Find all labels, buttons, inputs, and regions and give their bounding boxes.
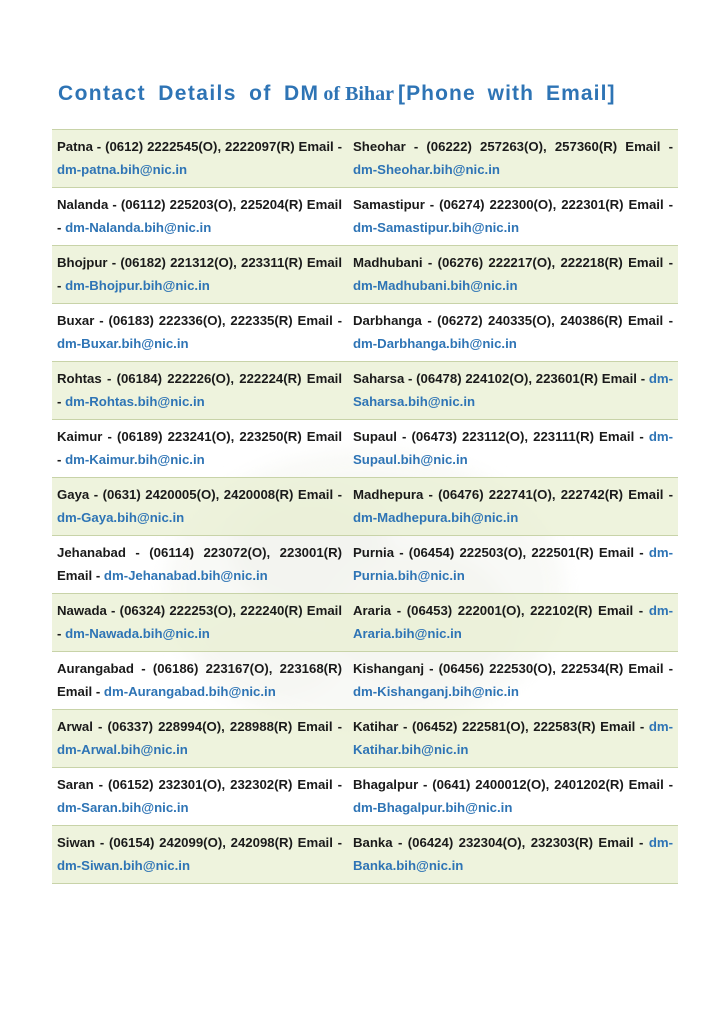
district-phone-text: Aurangabad - (06186) 223167(O), 223168(R) Email - [57, 661, 342, 699]
table-row [52, 768, 678, 826]
contact-table [52, 129, 678, 884]
email-link[interactable]: dm-Madhepura.bih@nic.in [353, 510, 519, 525]
district-phone-text: Banka - (06424) 232304(O), 232303(R) Email - [353, 835, 649, 850]
district-phone-text: Siwan - (06154) 242099(O), 242098(R) Email - [57, 835, 342, 850]
email-link[interactable]: dm-Sheohar.bih@nic.in [353, 162, 500, 177]
contact-cell [52, 710, 347, 767]
email-link[interactable]: dm-Nalanda.bih@nic.in [65, 220, 212, 235]
email-link[interactable]: dm-Darbhanga.bih@nic.in [353, 336, 517, 351]
email-link[interactable]: dm-Banka.bih@nic.in [353, 835, 673, 873]
table-row [52, 420, 678, 478]
contact-cell [347, 246, 678, 303]
contact-cell [52, 304, 347, 361]
email-link[interactable]: dm-Samastipur.bih@nic.in [353, 220, 520, 235]
email-link[interactable]: dm-Aurangabad.bih@nic.in [103, 684, 276, 699]
table-row [52, 594, 678, 652]
district-phone-text: Arwal - (06337) 228994(O), 228988(R) Email - [57, 719, 342, 734]
contact-cell [347, 594, 678, 651]
district-phone-text: Sheohar - (06222) 257263(O), 257360(R) Email - [353, 139, 673, 154]
district-phone-text: Madhubani - (06276) 222217(O), 222218(R) Email - [353, 255, 673, 270]
table-row [52, 536, 678, 594]
email-link[interactable]: dm-Rohtas.bih@nic.in [65, 394, 205, 409]
district-phone-text: Araria - (06453) 222001(O), 222102(R) Email - [353, 603, 649, 618]
email-link[interactable]: dm-Madhubani.bih@nic.in [353, 278, 518, 293]
district-phone-text: Saran - (06152) 232301(O), 232302(R) Email - [57, 777, 342, 792]
district-phone-text: Samastipur - (06274) 222300(O), 222301(R) Email - [353, 197, 673, 212]
title-part-3: [Phone with Email] [397, 82, 616, 105]
contact-cell [347, 188, 678, 245]
contact-cell [347, 826, 678, 883]
table-row [52, 304, 678, 362]
contact-cell [347, 362, 678, 419]
contact-cell [52, 130, 347, 187]
contact-cell [52, 536, 347, 593]
contact-cell [52, 478, 347, 535]
contact-cell [52, 594, 347, 651]
contact-cell [52, 768, 347, 825]
district-phone-text: Bhagalpur - (0641) 2400012(O), 2401202(R) Email - [353, 777, 673, 792]
email-link[interactable]: dm-patna.bih@nic.in [57, 162, 188, 177]
title-part-2: of Bihar [323, 83, 394, 105]
email-link[interactable]: dm-Gaya.bih@nic.in [57, 510, 185, 525]
email-link[interactable]: dm-Arwal.bih@nic.in [57, 742, 188, 757]
table-row [52, 826, 678, 884]
table-row [52, 246, 678, 304]
contact-cell [347, 478, 678, 535]
district-phone-text: Kishanganj - (06456) 222530(O), 222534(R) Email - [353, 661, 673, 676]
page-title [58, 82, 678, 106]
table-row [52, 478, 678, 536]
district-phone-text: Purnia - (06454) 222503(O), 222501(R) Email - [353, 545, 649, 560]
email-link[interactable]: dm-Jehanabad.bih@nic.in [103, 568, 268, 583]
contact-cell [347, 420, 678, 477]
contact-cell [347, 652, 678, 709]
district-phone-text: Jehanabad - (06114) 223072(O), 223001(R) Email - [57, 545, 342, 583]
table-row [52, 130, 678, 188]
email-link[interactable]: dm-Siwan.bih@nic.in [57, 858, 191, 873]
district-phone-text: Buxar - (06183) 222336(O), 222335(R) Email - [57, 313, 342, 328]
email-link[interactable]: dm-Araria.bih@nic.in [353, 603, 673, 641]
district-phone-text: Rohtas - (06184) 222226(O), 222224(R) Email - [57, 371, 342, 409]
district-phone-text: Supaul - (06473) 223112(O), 223111(R) Email - [353, 429, 649, 444]
contact-cell [52, 652, 347, 709]
title-part-1: Contact Details of DM [58, 82, 320, 105]
contact-cell [347, 768, 678, 825]
email-link[interactable]: dm-Supaul.bih@nic.in [353, 429, 673, 467]
email-link[interactable]: dm-Kaimur.bih@nic.in [65, 452, 205, 467]
email-link[interactable]: dm-Bhagalpur.bih@nic.in [353, 800, 513, 815]
email-link[interactable]: dm-Kishanganj.bih@nic.in [353, 684, 519, 699]
contact-cell [52, 420, 347, 477]
email-link[interactable]: dm-Buxar.bih@nic.in [57, 336, 189, 351]
email-link[interactable]: dm-Bhojpur.bih@nic.in [65, 278, 210, 293]
contact-cell [347, 710, 678, 767]
email-link[interactable]: dm-Saran.bih@nic.in [57, 800, 189, 815]
email-link[interactable]: dm-Saharsa.bih@nic.in [353, 371, 673, 409]
district-phone-text: Kaimur - (06189) 223241(O), 223250(R) Email - [57, 429, 342, 467]
contact-cell [52, 826, 347, 883]
contact-cell [347, 130, 678, 187]
contact-cell [52, 362, 347, 419]
contact-cell [52, 188, 347, 245]
contact-cell [347, 304, 678, 361]
district-phone-text: Nawada - (06324) 222253(O), 222240(R) Email - [57, 603, 342, 641]
table-row [52, 188, 678, 246]
district-phone-text: Bhojpur - (06182) 221312(O), 223311(R) Email - [57, 255, 342, 293]
email-link[interactable]: dm-Katihar.bih@nic.in [353, 719, 673, 757]
email-link[interactable]: dm-Nawada.bih@nic.in [65, 626, 210, 641]
district-phone-text: Katihar - (06452) 222581(O), 222583(R) Email - [353, 719, 649, 734]
district-phone-text: Saharsa - (06478) 224102(O), 223601(R) Email - [353, 371, 649, 386]
district-phone-text: Nalanda - (06112) 225203(O), 225204(R) Email - [57, 197, 342, 235]
district-phone-text: Madhepura - (06476) 222741(O), 222742(R) Email - [353, 487, 673, 502]
district-phone-text: Gaya - (0631) 2420005(O), 2420008(R) Email - [57, 487, 342, 502]
contact-cell [347, 536, 678, 593]
table-row [52, 362, 678, 420]
contact-cell [52, 246, 347, 303]
table-row [52, 652, 678, 710]
table-row [52, 710, 678, 768]
district-phone-text: Patna - (0612) 2222545(O), 2222097(R) Email - [57, 139, 342, 154]
email-link[interactable]: dm-Purnia.bih@nic.in [353, 545, 673, 583]
district-phone-text: Darbhanga - (06272) 240335(O), 240386(R) Email - [353, 313, 673, 328]
